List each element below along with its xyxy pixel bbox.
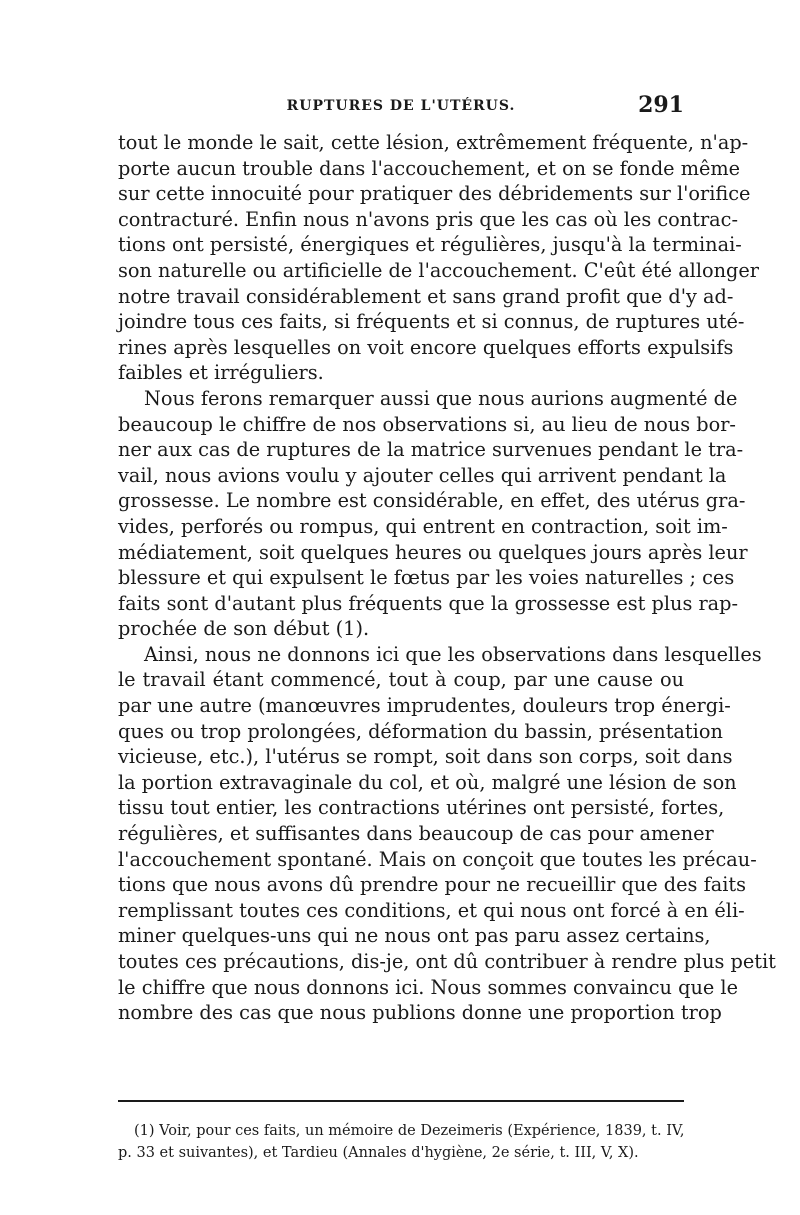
body-text: [118, 130, 776, 1026]
text-line: la portion extravaginale du col, et où, malgré une lésion de son: [118, 770, 737, 794]
text-line: tions ont persisté, énergiques et régulières, jusqu'à la terminai-: [118, 233, 742, 257]
page-number: 291: [638, 92, 684, 118]
text-line: tout le monde le sait, cette lésion, extrêmement fréquente, n'ap-: [118, 131, 749, 154]
text-line: son naturelle ou artificielle de l'accouchement. C'eût été allonger: [118, 258, 760, 282]
text-line: joindre tous ces faits, si fréquents et si connus, de ruptures uté-: [118, 310, 745, 334]
running-head: RUPTURES DE L'UTÉRUS.: [286, 98, 516, 114]
text-line: remplissant toutes ces conditions, et qui nous ont forcé à en éli-: [118, 898, 745, 922]
footnote: [118, 1120, 684, 1164]
text-line: régulières, et suffisantes dans beaucoup de cas pour amener: [118, 822, 714, 846]
text-line: toutes ces précautions, dis-je, ont dû contribuer à rendre plus petit: [118, 950, 776, 973]
text-line: Ainsi, nous ne donnons ici que les observations dans lesquelles: [144, 642, 762, 666]
text-line: le chiffre que nous donnons ici. Nous sommes convaincu que le: [118, 975, 738, 999]
text-line: Nous ferons remarquer aussi que nous aurions augmenté de: [144, 386, 738, 410]
text-line: porte aucun trouble dans l'accouchement, et on se fonde même: [118, 156, 741, 180]
text-line: vail, nous avions voulu y ajouter celles qui arrivent pendant la: [118, 463, 727, 487]
text-line: sur cette innocuité pour pratiquer des débridements sur l'orifice: [118, 182, 751, 206]
footnote-separator: [118, 1100, 684, 1102]
text-line: tions que nous avons dû prendre pour ne recueillir que des faits: [118, 873, 747, 897]
text-line: tissu tout entier, les contractions utérines ont persisté, fortes,: [118, 796, 725, 820]
text-line: médiatement, soit quelques heures ou quelques jours après leur: [118, 540, 748, 564]
text-line: blessure et qui expulsent le fœtus par les voies naturelles ; ces: [118, 566, 735, 590]
footnote-line: p. 33 et suivantes), et Tardieu (Annales d'hygiène, 2e série, t. III, V, X).: [118, 1145, 639, 1161]
page-header: [118, 92, 684, 122]
text-line: faibles et irréguliers.: [118, 361, 324, 385]
text-line: beaucoup le chiffre de nos observations si, au lieu de nous bor-: [118, 412, 736, 436]
text-line: contracturé. Enfin nous n'avons pris que les cas où les contrac-: [118, 207, 738, 231]
text-line: vicieuse, etc.), l'utérus se rompt, soit dans son corps, soit dans: [118, 745, 733, 769]
text-line: prochée de son début (1).: [118, 617, 370, 641]
text-line: ner aux cas de ruptures de la matrice survenues pendant le tra-: [118, 438, 744, 462]
text-line: le travail étant commencé, tout à coup, par une cause ou: [118, 668, 684, 692]
text-line: notre travail considérablement et sans grand profit que d'y ad-: [118, 284, 734, 308]
text-line: par une autre (manœuvres imprudentes, douleurs trop énergi-: [118, 694, 731, 718]
text-line: ques ou trop prolongées, déformation du bassin, présentation: [118, 719, 723, 743]
text-line: faits sont d'autant plus fréquents que la grossesse est plus rap-: [118, 591, 739, 615]
text-line: l'accouchement spontané. Mais on conçoit que toutes les précau-: [118, 847, 757, 871]
text-line: grossesse. Le nombre est considérable, en effet, des utérus gra-: [118, 489, 746, 513]
text-line: nombre des cas que nous publions donne une proportion trop: [118, 1001, 722, 1025]
text-line: rines après lesquelles on voit encore quelques efforts expulsifs: [118, 335, 734, 359]
text-line: miner quelques-uns qui ne nous ont pas paru assez certains,: [118, 924, 711, 948]
text-line: vides, perforés ou rompus, qui entrent en contraction, soit im-: [118, 514, 728, 538]
footnote-line: (1) Voir, pour ces faits, un mémoire de Dezeimeris (Expérience, 1839, t. IV,: [134, 1123, 685, 1139]
